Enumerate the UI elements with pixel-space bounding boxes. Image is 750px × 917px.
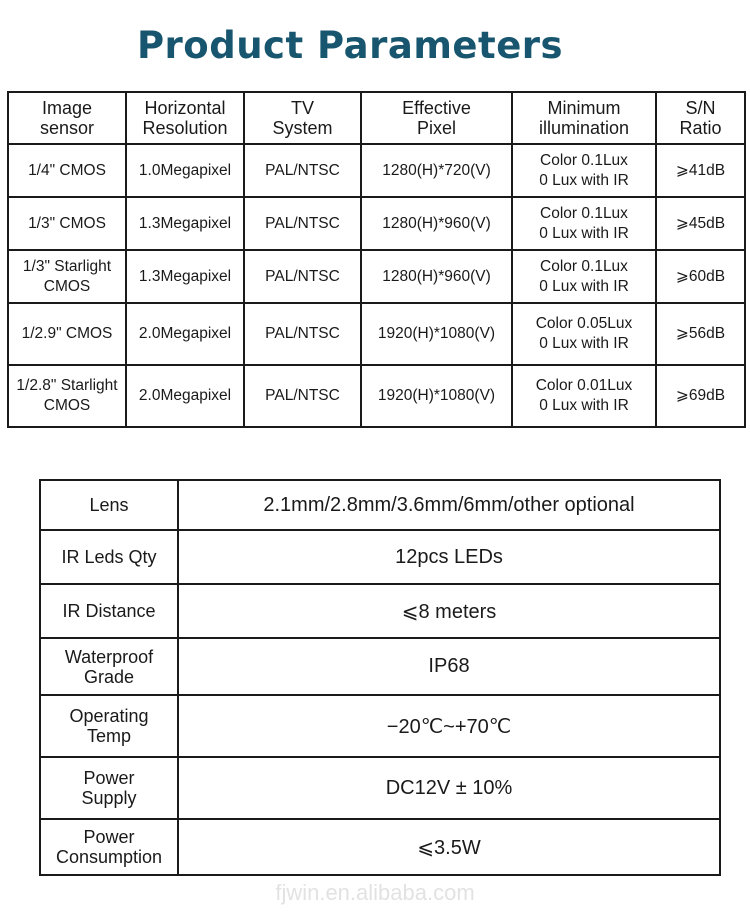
header-minimum-illumination: Minimum illumination — [512, 92, 656, 144]
cell-resolution: 1.3Megapixel — [126, 250, 244, 303]
cell-pixel: 1280(H)*960(V) — [361, 197, 512, 250]
feature-value: −20℃~+70℃ — [178, 695, 720, 757]
table-row — [40, 584, 720, 638]
feature-table — [39, 479, 721, 876]
table-row — [40, 695, 720, 757]
header-tv-system: TV System — [244, 92, 361, 144]
cell-sensor: 1/4" CMOS — [8, 144, 126, 197]
table-row — [8, 365, 745, 427]
spec-table-header — [8, 92, 745, 144]
cell-pixel: 1280(H)*960(V) — [361, 250, 512, 303]
cell-sn-ratio: ⩾45dB — [656, 197, 745, 250]
cell-sensor: 1/3" Starlight CMOS — [8, 250, 126, 303]
cell-tv-system: PAL/NTSC — [244, 303, 361, 365]
feature-value: IP68 — [178, 638, 720, 695]
cell-tv-system: PAL/NTSC — [244, 365, 361, 427]
cell-sensor: 1/2.8" Starlight CMOS — [8, 365, 126, 427]
cell-tv-system: PAL/NTSC — [244, 144, 361, 197]
header-sn-ratio: S/N Ratio — [656, 92, 745, 144]
feature-value: DC12V ± 10% — [178, 757, 720, 819]
table-row — [40, 530, 720, 584]
page-title: Product Parameters — [136, 24, 564, 67]
cell-illumination: Color 0.05Lux 0 Lux with IR — [512, 303, 656, 365]
feature-label: Waterproof Grade — [40, 638, 178, 695]
table-row — [40, 480, 720, 530]
cell-pixel: 1280(H)*720(V) — [361, 144, 512, 197]
feature-label: IR Distance — [40, 584, 178, 638]
cell-resolution: 1.0Megapixel — [126, 144, 244, 197]
cell-resolution: 2.0Megapixel — [126, 303, 244, 365]
table-row — [8, 303, 745, 365]
cell-resolution: 2.0Megapixel — [126, 365, 244, 427]
cell-sensor: 1/2.9" CMOS — [8, 303, 126, 365]
table-row — [8, 250, 745, 303]
cell-resolution: 1.3Megapixel — [126, 197, 244, 250]
feature-value: ⩽3.5W — [178, 819, 720, 875]
cell-tv-system: PAL/NTSC — [244, 197, 361, 250]
cell-sn-ratio: ⩾56dB — [656, 303, 745, 365]
cell-illumination: Color 0.1Lux 0 Lux with IR — [512, 197, 656, 250]
feature-label: IR Leds Qty — [40, 530, 178, 584]
cell-sn-ratio: ⩾41dB — [656, 144, 745, 197]
feature-value: 12pcs LEDs — [178, 530, 720, 584]
feature-value: 2.1mm/2.8mm/3.6mm/6mm/other optional — [178, 480, 720, 530]
feature-label: Lens — [40, 480, 178, 530]
cell-sn-ratio: ⩾60dB — [656, 250, 745, 303]
header-horizontal-resolution: Horizontal Resolution — [126, 92, 244, 144]
cell-tv-system: PAL/NTSC — [244, 250, 361, 303]
watermark: fjwin.en.alibaba.com — [275, 880, 475, 905]
header-image-sensor: Image sensor — [8, 92, 126, 144]
feature-label: Power Supply — [40, 757, 178, 819]
table-row — [40, 819, 720, 875]
cell-illumination: Color 0.1Lux 0 Lux with IR — [512, 250, 656, 303]
cell-pixel: 1920(H)*1080(V) — [361, 303, 512, 365]
table-row — [8, 197, 745, 250]
feature-value: ⩽8 meters — [178, 584, 720, 638]
cell-sn-ratio: ⩾69dB — [656, 365, 745, 427]
cell-pixel: 1920(H)*1080(V) — [361, 365, 512, 427]
cell-illumination: Color 0.1Lux 0 Lux with IR — [512, 144, 656, 197]
table-row — [8, 144, 745, 197]
cell-sensor: 1/3" CMOS — [8, 197, 126, 250]
header-effective-pixel: Effective Pixel — [361, 92, 512, 144]
spec-table — [7, 91, 746, 428]
feature-label: Power Consumption — [40, 819, 178, 875]
cell-illumination: Color 0.01Lux 0 Lux with IR — [512, 365, 656, 427]
feature-label: Operating Temp — [40, 695, 178, 757]
table-row — [40, 757, 720, 819]
table-row — [40, 638, 720, 695]
